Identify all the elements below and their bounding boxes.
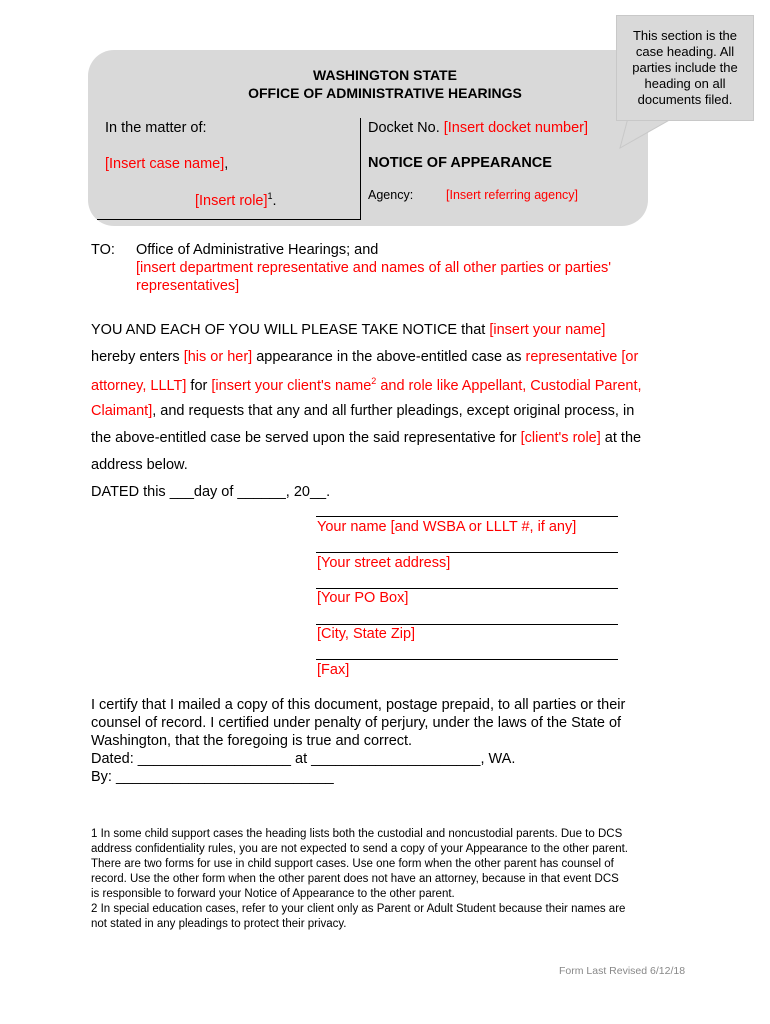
notice-text: , and requests that any and all further pleadings, except original process, in <box>152 403 635 419</box>
notice-text: at the <box>600 430 642 446</box>
case-name-suffix: , <box>224 156 229 172</box>
heading-callout-note: This section is the case heading. All parties include the heading on all documents filed. <box>616 15 754 121</box>
to-line-3: representatives] <box>136 278 240 294</box>
heading-divider-vertical <box>360 118 361 220</box>
footnote-1-line-4: record. Use the other form when the other parent does not have an attorney, because in that event DCS <box>91 873 619 885</box>
signature-po-box: [Your PO Box] <box>317 590 409 606</box>
case-name-placeholder: [Insert case name] <box>105 156 225 172</box>
notice-text: for <box>186 377 212 394</box>
matter-label: In the matter of: <box>105 120 207 136</box>
notice-text: YOU AND EACH OF YOU WILL PLEASE TAKE NOTICE that <box>91 322 490 338</box>
signature-fax: [Fax] <box>317 662 350 678</box>
case-name-line <box>105 156 228 172</box>
notice-text: the above-entitled case be served upon the said representative for <box>91 430 521 446</box>
footnote-1-line-1: 1 In some child support cases the heading lists both the custodial and noncustodial parents. Due to DCS <box>91 828 623 840</box>
footnote-2-line-2: not stated in any pleadings to protect their privacy. <box>91 918 347 930</box>
docket-number-placeholder: [Insert docket number] <box>443 120 589 136</box>
notice-line-3 <box>91 376 642 394</box>
role-line <box>195 191 277 209</box>
notice-line-6: address below. <box>91 457 188 473</box>
docket-label: Docket No. <box>368 120 444 136</box>
notice-line-1 <box>91 322 605 338</box>
to-line-2: [insert department representative and names of all other parties or parties' <box>136 260 612 276</box>
agency-placeholder: [Insert referring agency] <box>446 188 579 202</box>
claimant-placeholder: Claimant] <box>91 403 153 419</box>
docket-line <box>368 120 588 136</box>
signature-name: Your name [and WSBA or LLLT #, if any] <box>317 519 577 535</box>
footnote-1-line-5: is responsible to forward your Notice of Appearance to the other parent. <box>91 888 455 900</box>
certify-line-1: I certify that I mailed a copy of this document, postage prepaid, to all parties or their <box>91 697 626 713</box>
signature-street: [Your street address] <box>317 555 451 571</box>
client-name-placeholder: [insert your client's name <box>211 377 372 394</box>
role-placeholder: [Insert role] <box>195 192 268 209</box>
signature-line <box>316 552 618 553</box>
footnote-1-line-3: There are two forms for use in child support cases. Use one form when the other parent has counsel of <box>91 858 614 870</box>
signature-line <box>316 588 618 589</box>
role-suffix: . <box>272 192 277 209</box>
client-role-placeholder: and role like Appellant, Custodial Parent, <box>376 377 642 394</box>
certify-line-3: Washington, that the foregoing is true and correct. <box>91 733 413 749</box>
clients-role-placeholder: [client's role] <box>520 430 601 446</box>
signature-line <box>316 659 618 660</box>
client-footnote-ref: 2 <box>371 376 377 386</box>
signature-line <box>316 624 618 625</box>
notice-line-2 <box>91 349 638 365</box>
notice-line-5 <box>91 430 641 446</box>
heading-line-2: OFFICE OF ADMINISTRATIVE HEARINGS <box>248 85 522 101</box>
form-revision-footer: Form Last Revised 6/12/18 <box>559 965 686 977</box>
certify-line-2: counsel of record. I certified under penalty of perjury, under the laws of the State of <box>91 715 622 731</box>
to-label: TO: <box>91 242 115 258</box>
notice-line-4 <box>91 403 634 419</box>
footnote-2-line-1: 2 In special education cases, refer to your client only as Parent or Adult Student because their names are <box>91 903 626 915</box>
notice-text: appearance in the above-entitled case as <box>252 349 526 365</box>
callout-tail <box>618 118 678 150</box>
signature-city: [City, State Zip] <box>317 626 416 642</box>
your-name-placeholder: [insert your name] <box>489 322 606 338</box>
heading-divider-horizontal <box>97 219 361 220</box>
role-footnote-ref: 1 <box>267 191 273 201</box>
representative-placeholder: representative [or <box>525 349 639 365</box>
notice-title: NOTICE OF APPEARANCE <box>368 155 552 171</box>
agency-label: Agency: <box>368 188 414 202</box>
his-her-placeholder: [his or her] <box>183 349 253 365</box>
dated-line: DATED this ___day of ______, 20__. <box>91 484 331 500</box>
notice-text: hereby enters <box>91 349 184 365</box>
attorney-placeholder: attorney, LLLT] <box>91 377 187 394</box>
certify-dated: Dated: ___________________ at _____________________, WA. <box>91 751 516 767</box>
heading-line-1: WASHINGTON STATE <box>313 67 457 83</box>
certify-by: By: ___________________________ <box>91 769 334 785</box>
footnote-1-line-2: address confidentiality rules, you are not expected to send a copy of your Appearance to the other parent. <box>91 843 629 855</box>
signature-line <box>316 516 618 517</box>
to-line-1: Office of Administrative Hearings; and <box>136 242 379 258</box>
